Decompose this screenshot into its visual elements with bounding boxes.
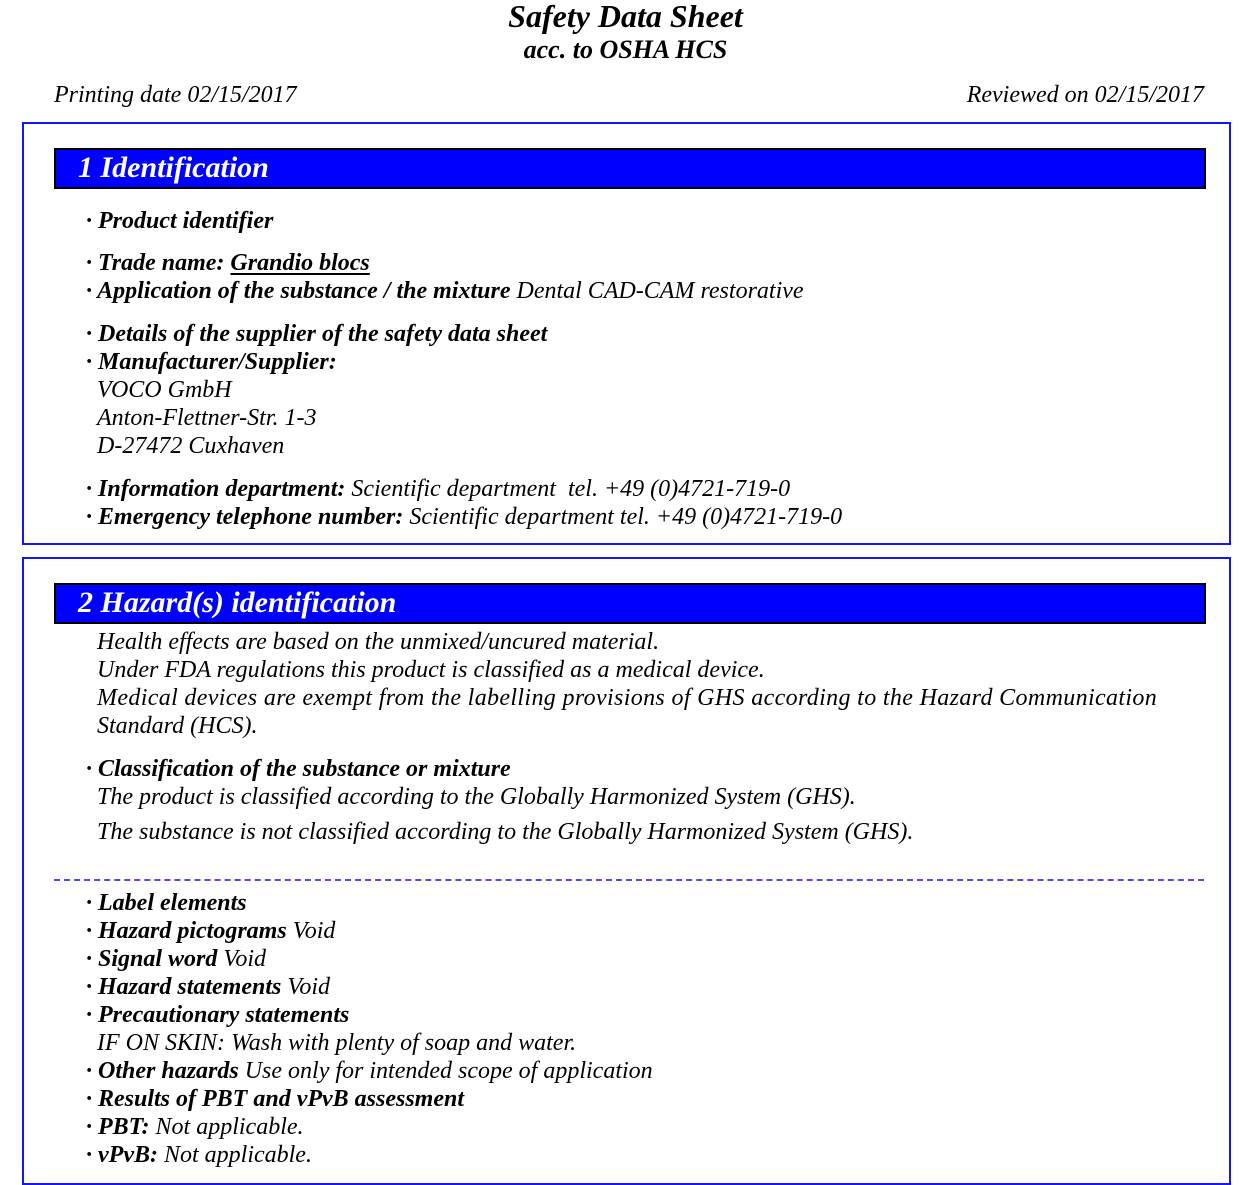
address-line: D-27472 Cuxhaven (97, 433, 285, 459)
trade-name-label: · Trade name: (86, 250, 231, 276)
information-department-row (86, 475, 790, 503)
vpvb-label: · vPvB: (86, 1142, 158, 1168)
signal-word-value: Void (217, 946, 267, 972)
printing-date: Printing date 02/15/2017 (54, 82, 297, 108)
document-title: Safety Data Sheet (508, 0, 743, 34)
hazard-statements-label: · Hazard statements (86, 974, 282, 1000)
vpvb-row (86, 1141, 312, 1169)
section-heading: 1 Identification (54, 148, 1206, 189)
hazard-pictograms-value: Void (286, 918, 336, 944)
signal-word-label: · Signal word (86, 946, 218, 972)
hazard-pictograms-row (86, 917, 335, 945)
manufacturer-label: · Manufacturer/Supplier: (86, 349, 337, 375)
other-hazards-value: Use only for intended scope of application (238, 1058, 653, 1084)
section-divider (54, 879, 1204, 881)
emergency-phone-label: · Emergency telephone number: (86, 504, 404, 530)
signal-word-row (86, 945, 266, 973)
intro-text: Health effects are based on the unmixed/uncured material. (97, 629, 660, 655)
other-hazards-label: · Other hazards (86, 1058, 239, 1084)
label-elements-label: · Label elements (86, 890, 247, 916)
emergency-phone-value: Scientific department tel. +49 (0)4721-719-0 (403, 504, 843, 530)
section-hazard-identification (22, 557, 1231, 1185)
address-line: VOCO GmbH (97, 377, 232, 403)
pbt-value: Not applicable. (149, 1114, 304, 1140)
classification-text: The substance is not classified according to the Globally Harmonized System (GHS). (97, 819, 914, 845)
document-subtitle: acc. to OSHA HCS (523, 35, 728, 64)
pbt-label: · PBT: (86, 1114, 150, 1140)
address-line: Anton-Flettner-Str. 1-3 (97, 405, 317, 431)
intro-text: Medical devices are exempt from the labelling provisions of GHS according to the Hazard Communication (97, 685, 1158, 711)
intro-text: Standard (HCS). (97, 713, 258, 739)
precautionary-statements-value: IF ON SKIN: Wash with plenty of soap and water. (97, 1030, 577, 1056)
hazard-statements-row (86, 973, 330, 1001)
hazard-pictograms-label: · Hazard pictograms (86, 918, 287, 944)
application-label: · Application of the substance / the mixture (86, 278, 511, 304)
hazard-statements-value: Void (281, 974, 331, 1000)
trade-name-row (86, 249, 370, 277)
classification-label: · Classification of the substance or mixture (86, 756, 511, 782)
information-department-label: · Information department: (86, 476, 346, 502)
emergency-phone-row (86, 503, 842, 531)
other-hazards-row (86, 1057, 653, 1085)
trade-name-value: Grandio blocs (230, 250, 370, 276)
application-value: Dental CAD-CAM restorative (510, 278, 804, 304)
product-identifier-label: · Product identifier (86, 208, 274, 234)
section-identification (22, 122, 1231, 545)
application-row (86, 277, 804, 305)
supplier-details-label: · Details of the supplier of the safety data sheet (86, 321, 548, 347)
information-department-value: Scientific department tel. +49 (0)4721-719-0 (345, 476, 791, 502)
intro-text: Under FDA regulations this product is classified as a medical device. (97, 657, 765, 683)
section-heading: 2 Hazard(s) identification (54, 583, 1206, 624)
precautionary-statements-label: · Precautionary statements (86, 1002, 350, 1028)
pbt-row (86, 1113, 304, 1141)
vpvb-value: Not applicable. (157, 1142, 312, 1168)
classification-text: The product is classified according to the Globally Harmonized System (GHS). (97, 784, 856, 810)
reviewed-date: Reviewed on 02/15/2017 (966, 82, 1204, 108)
pbt-results-label: · Results of PBT and vPvB assessment (86, 1086, 465, 1112)
